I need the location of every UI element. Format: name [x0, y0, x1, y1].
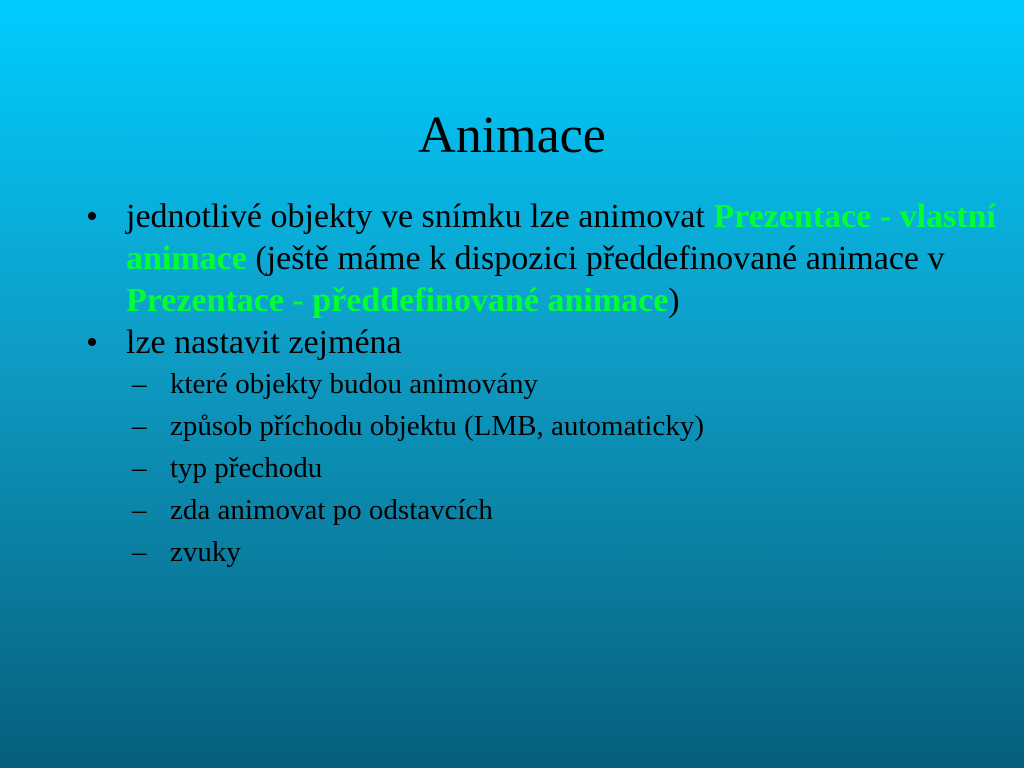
bullet-text: lze nastavit zejména — [126, 324, 402, 361]
bullet-item-animate-objects — [86, 196, 1011, 322]
dash-marker: – — [132, 536, 147, 568]
bullet-text: jednotlivé objekty ve snímku lze animovat — [126, 198, 714, 235]
bullet-item-settings — [86, 322, 1011, 364]
sub-bullet-item — [86, 489, 1011, 531]
sub-bullet-text: které objekty budou animovány — [170, 368, 539, 400]
bullet-list — [86, 196, 1011, 573]
menu-path-highlight: Prezentace - vlastní animace — [126, 198, 996, 277]
dash-marker: – — [132, 410, 147, 442]
bullet-marker: • — [86, 324, 98, 361]
dash-marker: – — [132, 452, 147, 484]
bullet-marker: • — [86, 198, 98, 235]
sub-bullet-text: zvuky — [170, 536, 241, 568]
sub-bullet-item — [86, 447, 1011, 489]
sub-bullet-item — [86, 405, 1011, 447]
sub-bullet-text: typ přechodu — [170, 452, 323, 484]
menu-path-highlight: Prezentace - předdefinované animace — [126, 282, 669, 319]
slide-title: Animace — [418, 107, 606, 164]
sub-bullet-item — [86, 531, 1011, 573]
sub-bullet-text: zda animovat po odstavcích — [170, 494, 493, 526]
bullet-text: (ještě máme k dispozici předdefinované animace v — [246, 240, 945, 277]
sub-bullet-text: způsob příchodu objektu (LMB, automaticky) — [170, 410, 704, 442]
sub-bullet-item — [86, 363, 1011, 405]
bullet-text: ) — [668, 282, 680, 319]
dash-marker: – — [132, 368, 147, 400]
sub-bullet-list — [86, 363, 1011, 573]
dash-marker: – — [132, 494, 147, 526]
